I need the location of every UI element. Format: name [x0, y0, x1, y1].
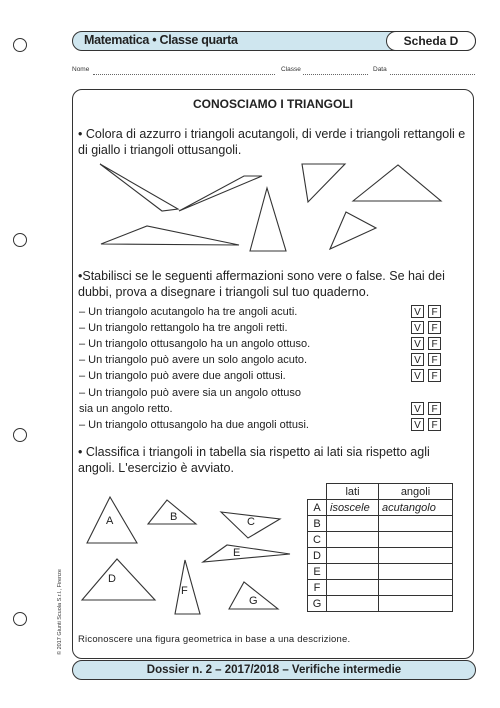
worksheet-code: Scheda D [386, 31, 476, 51]
false-checkbox[interactable]: F [428, 321, 441, 334]
footer-bar: Dossier n. 2 – 2017/2018 – Verifiche intermedie [72, 660, 476, 680]
row-label: G [308, 596, 327, 612]
table-row [308, 564, 453, 580]
cell-angoli[interactable] [379, 516, 453, 532]
triangle [330, 212, 376, 249]
triangle [302, 164, 345, 202]
column-header-lati: lati [327, 484, 379, 500]
cell-angoli[interactable] [379, 548, 453, 564]
statement: – Un triangolo rettangolo ha tre angoli retti. [79, 322, 288, 334]
false-checkbox[interactable]: F [428, 305, 441, 318]
false-checkbox[interactable]: F [428, 418, 441, 431]
triangle [250, 188, 286, 251]
triangle-label: D [108, 573, 116, 585]
triangle-label: C [247, 516, 255, 528]
triangle-label: A [106, 515, 114, 527]
field-data-label: Data [373, 66, 387, 73]
table-row [308, 596, 453, 612]
true-checkbox[interactable]: V [411, 305, 424, 318]
cell-angoli[interactable] [379, 596, 453, 612]
statement: sia un angolo retto. [79, 403, 173, 415]
cell-angoli[interactable] [379, 564, 453, 580]
table-header-row [308, 484, 453, 500]
header-title: Matematica • Classe quarta [84, 33, 238, 47]
cell-lati[interactable] [327, 548, 379, 564]
row-label: E [308, 564, 327, 580]
statement: – Un triangolo può avere un solo angolo acuto. [79, 354, 308, 366]
row-label: C [308, 532, 327, 548]
triangle [353, 165, 441, 201]
row-label: B [308, 516, 327, 532]
table-row [308, 500, 453, 516]
cell-lati[interactable]: isoscele [327, 500, 379, 516]
true-checkbox[interactable]: V [411, 369, 424, 382]
true-checkbox[interactable]: V [411, 418, 424, 431]
statement: – Un triangolo ottusangolo ha due angoli ottusi. [79, 419, 309, 431]
cell-lati[interactable] [327, 516, 379, 532]
triangle [179, 176, 262, 211]
copyright: © 2017 Giunti Scuola S.r.l., Firenze [57, 569, 63, 655]
field-nome-label: Nome [72, 66, 90, 73]
exercise-3-text: • Classifica i triangoli in tabella sia rispetto ai lati sia rispetto agli angoli. L'esercizio è avviato. [78, 445, 430, 475]
cell-angoli[interactable]: acutangolo [379, 500, 453, 516]
row-label: F [308, 580, 327, 596]
triangle [100, 164, 178, 211]
triangle-label: E [233, 547, 241, 559]
table-row [308, 548, 453, 564]
cell-angoli[interactable] [379, 532, 453, 548]
triangle-label: F [181, 585, 188, 597]
true-checkbox[interactable]: V [411, 337, 424, 350]
false-checkbox[interactable]: F [428, 337, 441, 350]
cell-lati[interactable] [327, 532, 379, 548]
triangle-label: B [170, 511, 178, 523]
page-title: CONOSCIAMO I TRIANGOLI [193, 97, 353, 111]
triangle [101, 226, 239, 245]
column-header-angoli: angoli [379, 484, 453, 500]
statement: – Un triangolo acutangolo ha tre angoli acuti. [79, 306, 298, 318]
field-classe-label: Classe [281, 66, 301, 73]
false-checkbox[interactable]: F [428, 353, 441, 366]
true-checkbox[interactable]: V [411, 402, 424, 415]
cell-lati[interactable] [327, 580, 379, 596]
statement: – Un triangolo ottusangolo ha un angolo ottuso. [79, 338, 311, 350]
table-row [308, 580, 453, 596]
cell-lati[interactable] [327, 596, 379, 612]
cell-angoli[interactable] [379, 580, 453, 596]
statement: – Un triangolo può avere sia un angolo ottuso [79, 387, 301, 399]
triangle-d [82, 559, 155, 600]
learning-objective: Riconoscere una figura geometrica in base a una descrizione. [78, 634, 351, 645]
exercise-1-text: • Colora di azzurro i triangoli acutangoli, di verde i triangoli rettangoli e di giallo i triangoli ottusangoli. [78, 127, 466, 157]
table-row [308, 516, 453, 532]
false-checkbox[interactable]: F [428, 402, 441, 415]
true-checkbox[interactable]: V [411, 353, 424, 366]
triangle-label: G [249, 595, 258, 607]
row-label: D [308, 548, 327, 564]
row-label: A [308, 500, 327, 516]
cell-lati[interactable] [327, 564, 379, 580]
triangle-e [203, 545, 290, 562]
false-checkbox[interactable]: F [428, 369, 441, 382]
true-checkbox[interactable]: V [411, 321, 424, 334]
classification-table [307, 483, 453, 612]
table-row [308, 532, 453, 548]
exercise-2-text: •Stabilisci se le seguenti affermazioni sono vere o false. Se hai dei dubbi, prova a disegnare i triangoli sul tuo quaderno. [78, 269, 445, 299]
statement: – Un triangolo può avere due angoli ottusi. [79, 370, 286, 382]
